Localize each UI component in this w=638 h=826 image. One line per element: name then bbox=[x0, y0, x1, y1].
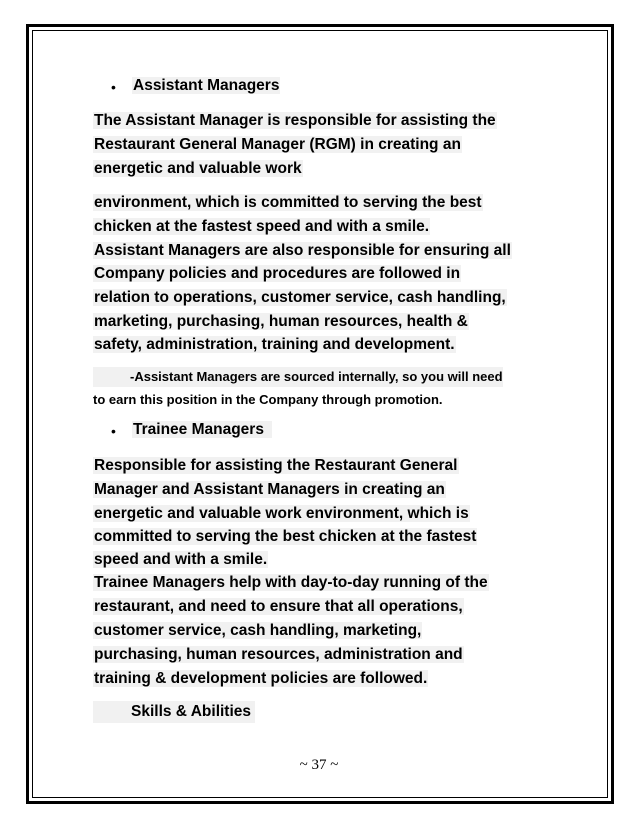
paragraph-line: chicken at the fastest speed and with a smile. bbox=[94, 218, 430, 235]
bullet-icon: • bbox=[111, 423, 116, 439]
paragraph-line: committed to serving the best chicken at the fastest bbox=[94, 528, 477, 545]
paragraph-line: Company policies and procedures are followed in bbox=[94, 265, 461, 282]
section-heading-trainee-managers: Trainee Managers bbox=[132, 419, 272, 441]
paragraph-line: purchasing, human resources, administration and bbox=[94, 646, 463, 663]
paragraph-line: environment, which is committed to serving the best bbox=[94, 194, 482, 211]
paragraph-line: The Assistant Manager is responsible for assisting the bbox=[94, 112, 496, 129]
paragraph-line: safety, administration, training and development. bbox=[94, 336, 455, 353]
paragraph-line: training & development policies are followed. bbox=[94, 670, 428, 687]
bullet-icon: • bbox=[111, 79, 116, 95]
note-line: -Assistant Managers are sourced internally, so you will need bbox=[93, 367, 503, 387]
note-line: to earn this position in the Company through promotion. bbox=[93, 392, 443, 407]
paragraph-line: customer service, cash handling, marketing, bbox=[94, 622, 422, 639]
paragraph-line: Trainee Managers help with day-to-day running of the bbox=[94, 574, 488, 591]
paragraph-line: marketing, purchasing, human resources, health & bbox=[94, 313, 468, 330]
paragraph-line: Manager and Assistant Managers in creating an bbox=[94, 481, 445, 498]
paragraph-line: Assistant Managers are also responsible for ensuring all bbox=[94, 242, 511, 259]
paragraph-line: relation to operations, customer service, cash handling, bbox=[94, 289, 506, 306]
paragraph-line: Responsible for assisting the Restaurant General bbox=[94, 457, 458, 474]
paragraph-line: speed and with a smile. bbox=[94, 551, 268, 568]
paragraph-line: restaurant, and need to ensure that all operations, bbox=[94, 598, 463, 615]
paragraph-line: energetic and valuable work bbox=[94, 160, 302, 177]
paragraph-line: Restaurant General Manager (RGM) in creating an bbox=[94, 136, 461, 153]
page-number: ~ 37 ~ bbox=[299, 757, 339, 773]
section-heading-skills-abilities: Skills & Abilities bbox=[93, 701, 255, 723]
section-heading-assistant-managers: Assistant Managers bbox=[133, 77, 280, 94]
paragraph-line: energetic and valuable work environment, which is bbox=[94, 505, 469, 522]
